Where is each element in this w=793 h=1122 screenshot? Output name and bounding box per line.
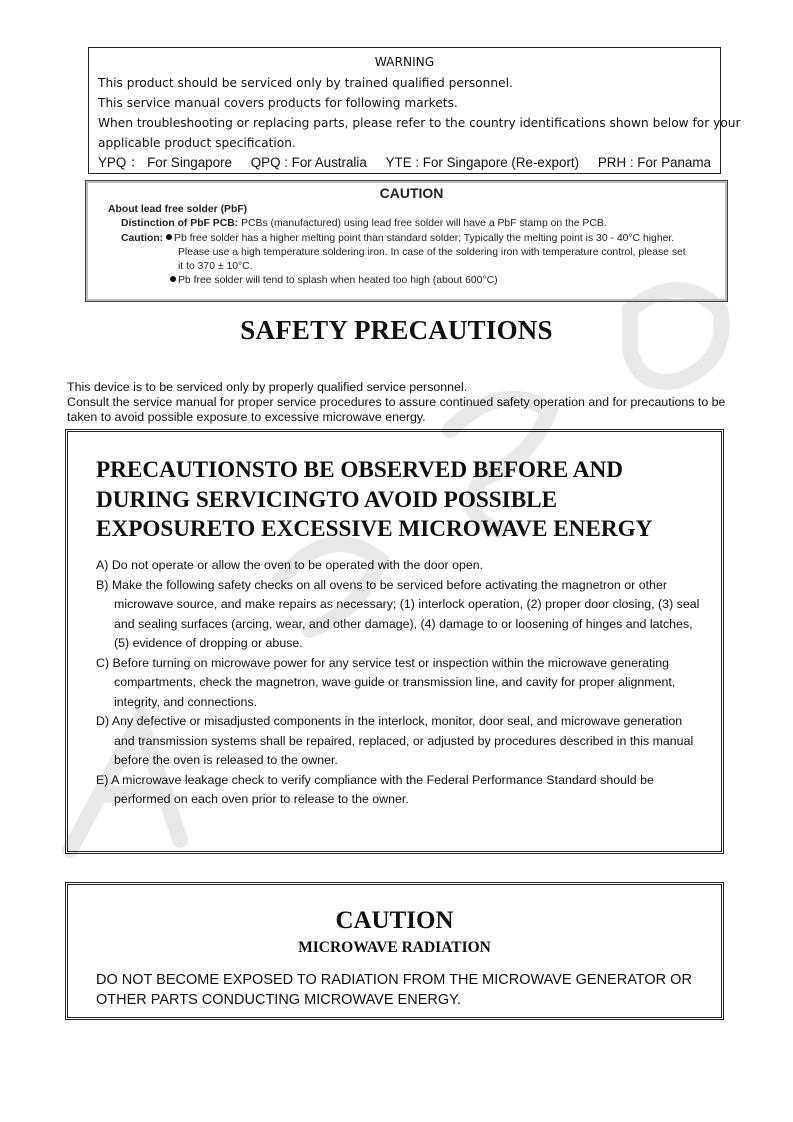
list-item: B) Make the following safety checks on all ovens to be serviced before activating the magnetron or other microwave source, and make repairs as necessary; (1) interlock operation, (2) proper door closing, (3) seal and sealing surfaces (arcing, wear, and other damage), (4) damage to or loosening of hinges and latches, (5) evidence of dropping or abuse. — [96, 577, 700, 650]
list-item: D) Any defective or misadjusted components in the interlock, monitor, door seal, and microwave generation and transmission systems shall be repaired, replaced, or adjusted by procedures described in this manual before the oven is released to the owner. — [96, 714, 694, 767]
market-yte: YTE : For Singapore (Re-export) — [385, 155, 580, 170]
warning-line: This product should be serviced only by trained qualified personnel. — [98, 76, 513, 90]
intro-text — [67, 380, 737, 424]
warning-line: When troubleshooting or replacing parts, please refer to the country identifications shown below for your — [98, 116, 741, 130]
market-prh: PRH : For Panama — [597, 155, 711, 170]
bullet-icon — [166, 234, 172, 240]
warning-box — [88, 47, 741, 174]
market-ypq: YPQ ： For Singapore — [98, 155, 232, 170]
microwave-caution-body: DO NOT BECOME EXPOSED TO RADIATION FROM THE MICROWAVE GENERATOR OR OTHER PARTS CONDUCTING MICROWAVE ENERGY. — [96, 972, 692, 1008]
precautions-heading-line-2: DURING SERVICINGTO AVOID POSSIBLE — [96, 486, 558, 513]
page-title: SAFETY PRECAUTIONS — [240, 315, 553, 345]
precautions-heading-line-1: PRECAUTIONSTO BE OBSERVED BEFORE AND — [96, 457, 624, 483]
warning-title: WARNING — [374, 55, 435, 69]
microwave-caution-title: CAUTION — [335, 907, 454, 934]
warning-line: applicable product specification. — [98, 136, 296, 150]
warning-line: This service manual covers products for following markets. — [98, 96, 458, 110]
pbf-caution-label: Caution: — [121, 232, 164, 244]
market-qpq: QPQ : For Australia — [250, 155, 367, 170]
precautions-box — [65, 429, 724, 854]
precautions-list — [96, 556, 706, 810]
list-item: C) Before turning on microwave power for any service test or inspection within the microwave generating compartments, check the magnetron, wave guide or transmission line, and cavity for proper alignment, integrity, and connections. — [96, 655, 676, 709]
pbf-caution-1b: Please use a high temperature soldering iron. In case of the soldering iron with temperature control, please set — [178, 246, 686, 258]
pbf-distinction-text: PCBs (manufactured) using lead free solder will have a PbF stamp on the PCB. — [238, 218, 607, 230]
lead-free-caution-box — [85, 180, 728, 302]
list-item: A) Do not operate or allow the oven to be operated with the door open. — [96, 558, 484, 572]
pbf-caution-2-text: Pb free solder will tend to splash when heated too high (about 600°C) — [178, 275, 498, 287]
microwave-caution-subtitle: MICROWAVE RADIATION — [298, 939, 491, 956]
list-item: E) A microwave leakage check to verify compliance with the Federal Performance Standard should be performed on each oven prior to release to the owner. — [96, 772, 654, 806]
microwave-caution-box — [65, 882, 724, 1020]
pbf-distinction — [108, 217, 715, 231]
pbf-distinction-label: Distinction of PbF PCB: — [121, 218, 239, 230]
precautions-heading — [96, 456, 706, 545]
pbf-heading: About lead free solder (PbF) — [108, 204, 248, 215]
pbf-caution-title: CAUTION — [379, 185, 444, 201]
intro-line-1: This device is to be serviced only by properly qualified service personnel. — [67, 380, 468, 394]
intro-line-2: Consult the service manual for proper service procedures to assure continued safety operation and for precautions to be taken to avoid possible exposure to excessive microwave energy. — [67, 394, 726, 424]
precautions-heading-line-3: EXPOSURETO EXCESSIVE MICROWAVE ENERGY — [96, 516, 653, 542]
pbf-caution-1 — [108, 232, 715, 246]
market-codes — [98, 153, 711, 173]
pbf-caution-1-text: Pb free solder has a higher melting point than standard solder; Typically the melting point is 30 - 40°C higher. — [174, 232, 675, 244]
pbf-caution-2 — [108, 274, 715, 288]
pbf-caution-1c: it to 370 ± 10°C. — [178, 261, 253, 273]
bullet-icon — [170, 276, 176, 282]
